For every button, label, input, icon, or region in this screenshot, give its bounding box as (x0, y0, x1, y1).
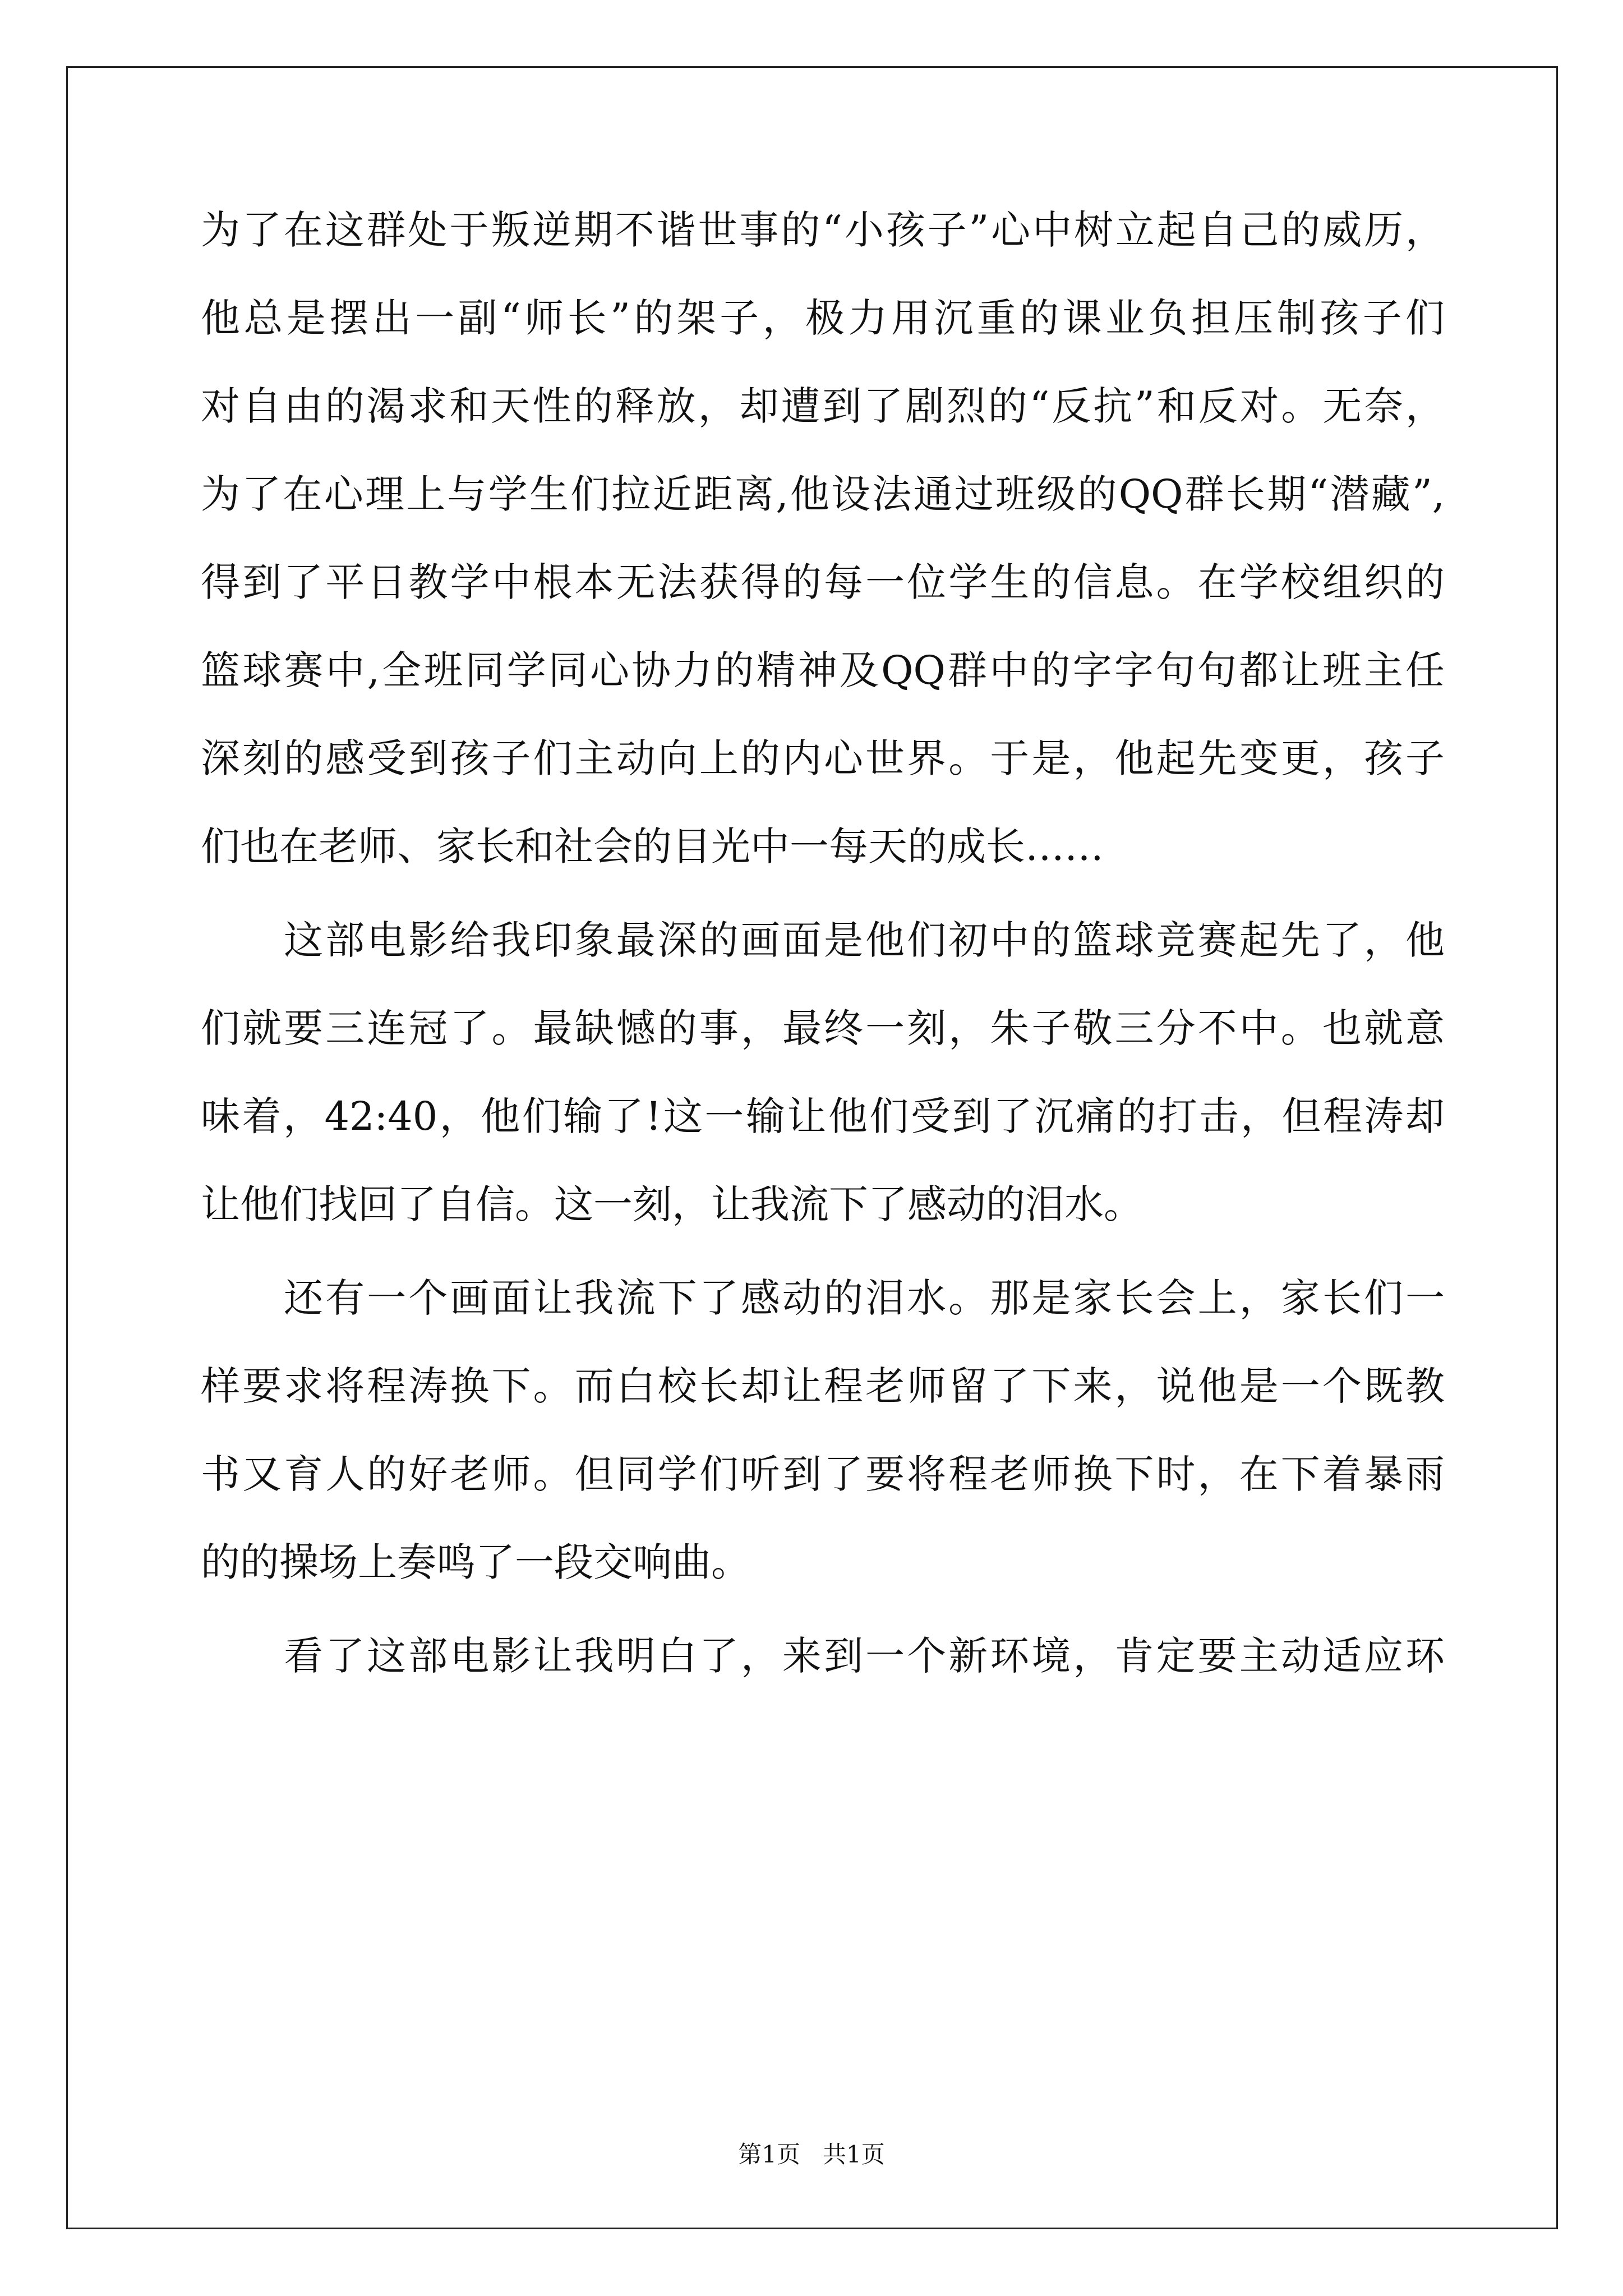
text-line: 为了在心理上与学生们拉近距离,他设法通过班级的QQ群长期“潜藏”, (201, 471, 1445, 517)
text-line: 他总是摆出一副“师长”的架子，极力用沉重的课业负担压制孩子们 (201, 295, 1445, 341)
paragraph (201, 1270, 1445, 1622)
paragraph (201, 202, 1445, 907)
paragraph (201, 1628, 1445, 1716)
text-line: 让他们找回了自信。这一刻，让我流下了感动的泪水。 (201, 1181, 1143, 1227)
text-line: 看了这部电影让我明白了，来到一个新环境，肯定要主动适应环 (284, 1633, 1445, 1679)
document-body (201, 202, 1445, 1716)
text-line: 这部电影给我印象最深的画面是他们初中的篮球竞赛起先了，他 (284, 917, 1445, 963)
text-line: 得到了平日教学中根本无法获得的每一位学生的信息。在学校组织的 (201, 559, 1445, 605)
text-line: 篮球赛中,全班同学同心协力的精神及QQ群中的字字句句都让班主任 (201, 647, 1445, 693)
text-line: 书又育人的好老师。但同学们听到了要将程老师换下时，在下着暴雨 (201, 1451, 1445, 1497)
text-line: 对自由的渴求和天性的释放，却遭到了剧烈的“反抗”和反对。无奈， (201, 383, 1445, 429)
text-line: 的的操场上奏鸣了一段交响曲。 (201, 1539, 750, 1585)
text-line: 样要求将程涛换下。而白校长却让程老师留了下来，说他是一个既教 (201, 1363, 1445, 1409)
text-line: 味着，42:40，他们输了!这一输让他们受到了沉痛的打击，但程涛却 (201, 1093, 1445, 1139)
text-line: 为了在这群处于叛逆期不谐世事的“小孩子”心中树立起自己的威历， (201, 207, 1445, 253)
text-line: 深刻的感受到孩子们主动向上的内心世界。于是，他起先变更，孩子 (201, 735, 1445, 781)
text-line: 们就要三连冠了。最缺憾的事，最终一刻，朱子敬三分不中。也就意 (201, 1005, 1445, 1051)
text-line: 还有一个画面让我流下了感动的泪水。那是家长会上，家长们一 (284, 1275, 1445, 1321)
text-line: 们也在老师、家长和社会的目光中一每天的成长…… (201, 823, 1104, 869)
paragraph (201, 912, 1445, 1264)
page-footer: 第1页 共1页 (738, 2141, 885, 2168)
